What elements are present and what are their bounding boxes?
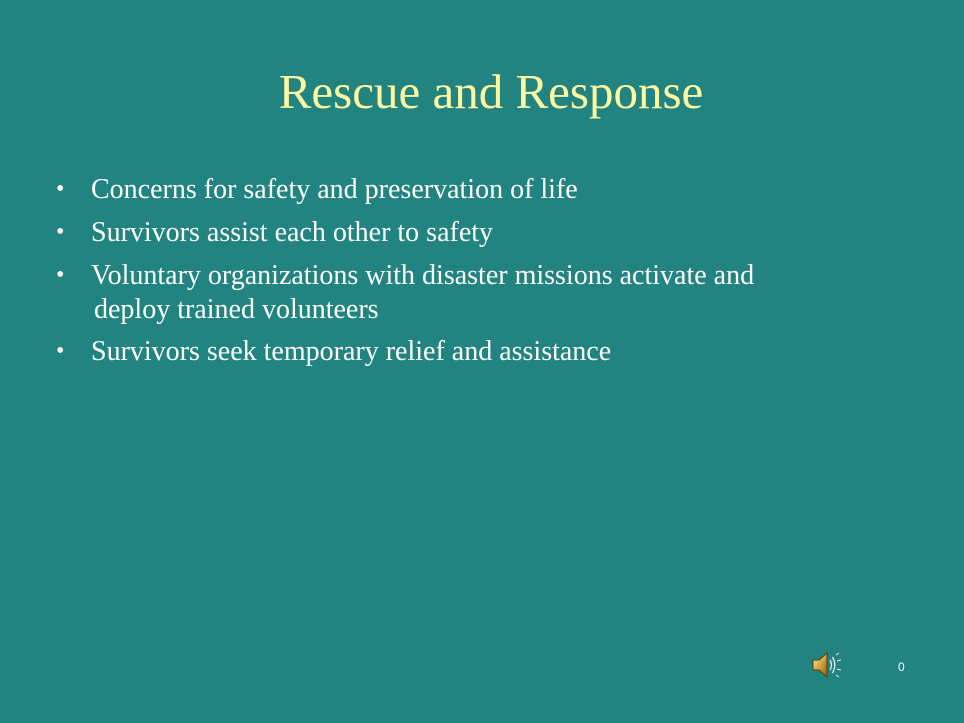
bullet-marker: •: [56, 176, 65, 202]
bullet-text: Survivors seek temporary relief and assistance: [91, 336, 612, 367]
bullet-text-continuation: deploy trained volunteers: [94, 294, 379, 325]
bullet-item: [56, 334, 916, 369]
bullet-marker: •: [56, 219, 65, 245]
bullet-item: [56, 258, 916, 326]
bullet-text: Voluntary organizations with disaster missions activate and: [91, 260, 755, 291]
bullet-text: Concerns for safety and preservation of life: [91, 174, 578, 205]
page-number: 0: [898, 660, 905, 674]
bullet-list: [56, 172, 916, 377]
bullet-marker: •: [56, 262, 65, 288]
bullet-marker: •: [56, 338, 65, 364]
bullet-item: [56, 172, 916, 207]
speaker-icon-graphic: [810, 649, 842, 681]
slide-title: Rescue and Response: [278, 64, 704, 119]
bullet-item: [56, 215, 916, 250]
speaker-icon[interactable]: [810, 649, 842, 681]
bullet-text: Survivors assist each other to safety: [91, 217, 494, 248]
